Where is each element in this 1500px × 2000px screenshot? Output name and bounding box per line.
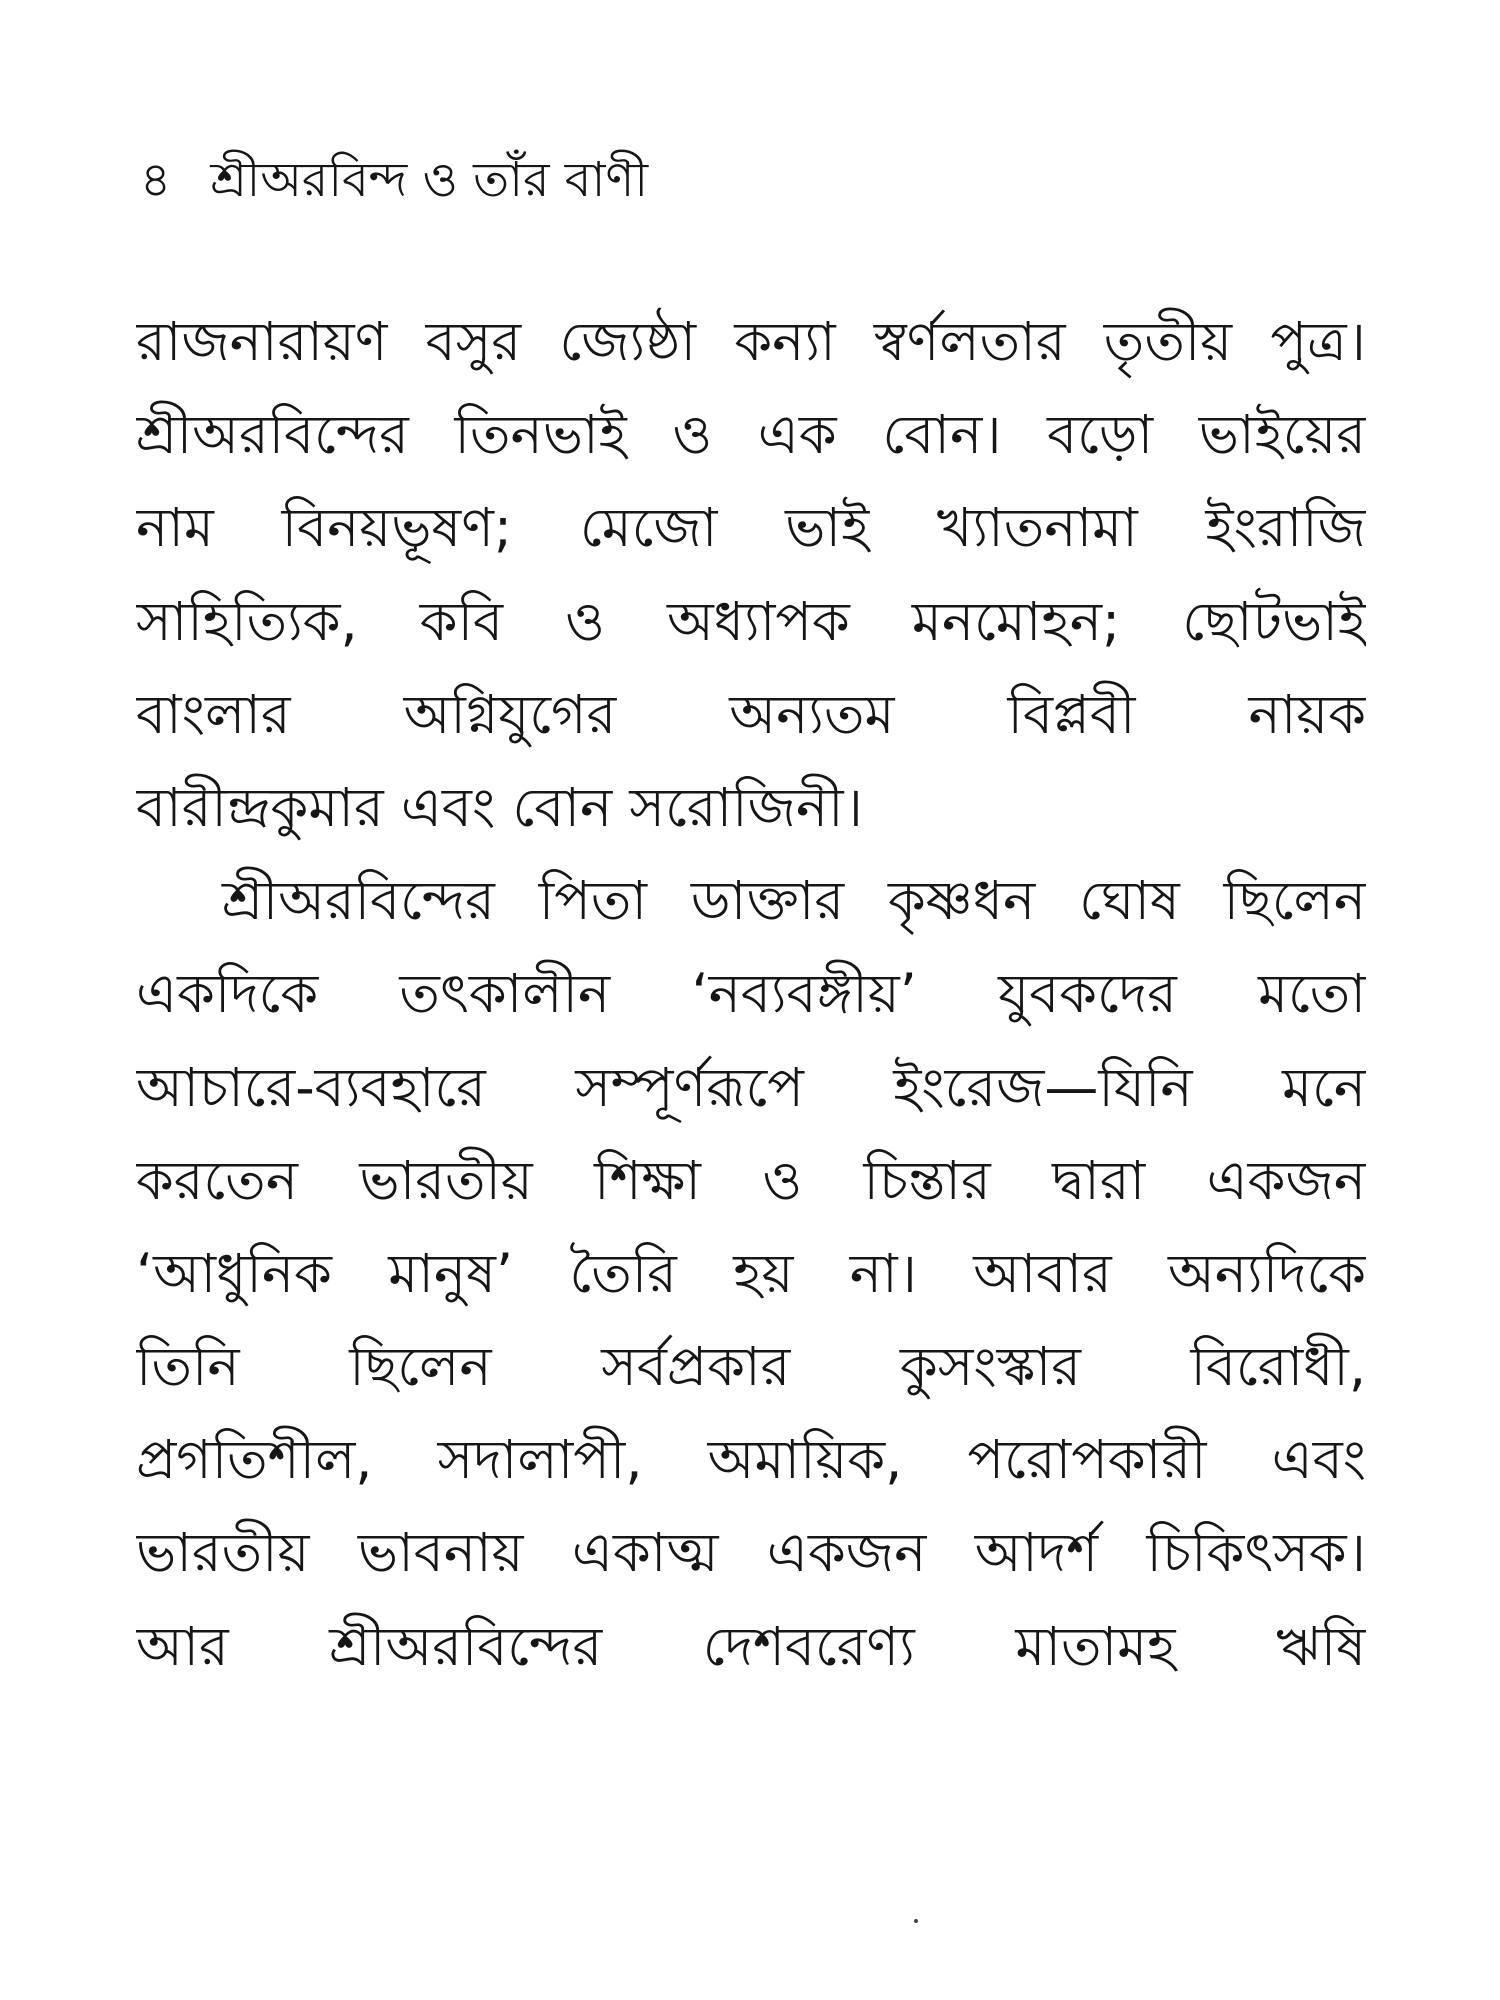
text-line: সাহিত্যিক, কবি ও অধ্যাপক মনমোহন; ছোটভাই <box>136 589 1366 653</box>
text-line: তিনি ছিলেন সর্বপ্রকার কুসংস্কার বিরোধী, <box>136 1335 1366 1399</box>
text-line: রাজনারায়ণ বসুর জ্যেষ্ঠা কন্যা স্বর্ণলতার তৃতীয় পুত্র। <box>136 310 1366 373</box>
book-title: শ্রীঅরবিন্দ ও তাঁর বাণী <box>210 152 649 208</box>
paragraph-first-line: শ্রীঅরবিন্দের পিতা ডাক্তার কৃষ্ণধন ঘোষ ছিলেন <box>222 869 1366 933</box>
text-line: আর শ্রীঅরবিন্দের দেশবরেণ্য মাতামহ ঋষি <box>136 1614 1366 1678</box>
text-line: বাংলার অগ্নিযুগের অন্যতম বিপ্লবী নায়ক <box>136 682 1366 746</box>
page-number: ৪ <box>140 152 172 208</box>
text-line: আচারে-ব্যবহারে সম্পূর্ণরূপে ইংরেজ—যিনি মনে <box>136 1055 1366 1119</box>
text-line: ‘আধুনিক মানুষ’ তৈরি হয় না। আবার অন্যদিকে <box>136 1241 1366 1305</box>
text-line: নাম বিনয়ভূষণ; মেজো ভাই খ্যাতনামা ইংরাজি <box>136 496 1366 560</box>
text-line: করতেন ভারতীয় শিক্ষা ও চিন্তার দ্বারা একজন <box>136 1148 1366 1212</box>
text-line: প্রগতিশীল, সদালাপী, অমায়িক, পরোপকারী এবং <box>136 1428 1366 1492</box>
print-speck <box>914 1919 918 1923</box>
body-text <box>136 295 1366 1693</box>
text-line: শ্রীঅরবিন্দের তিনভাই ও এক বোন। বড়ো ভাইয়ের <box>136 403 1366 467</box>
paragraph-last-line: বারীন্দ্রকুমার এবং বোন সরোজিনী। <box>136 775 863 839</box>
text-line: ভারতীয় ভাবনায় একাত্ম একজন আদর্শ চিকিৎসক। <box>136 1521 1366 1585</box>
running-head <box>140 148 648 212</box>
text-line: একদিকে তৎকালীন ‘নব্যবঙ্গীয়’ যুবকদের মতো <box>136 962 1366 1026</box>
